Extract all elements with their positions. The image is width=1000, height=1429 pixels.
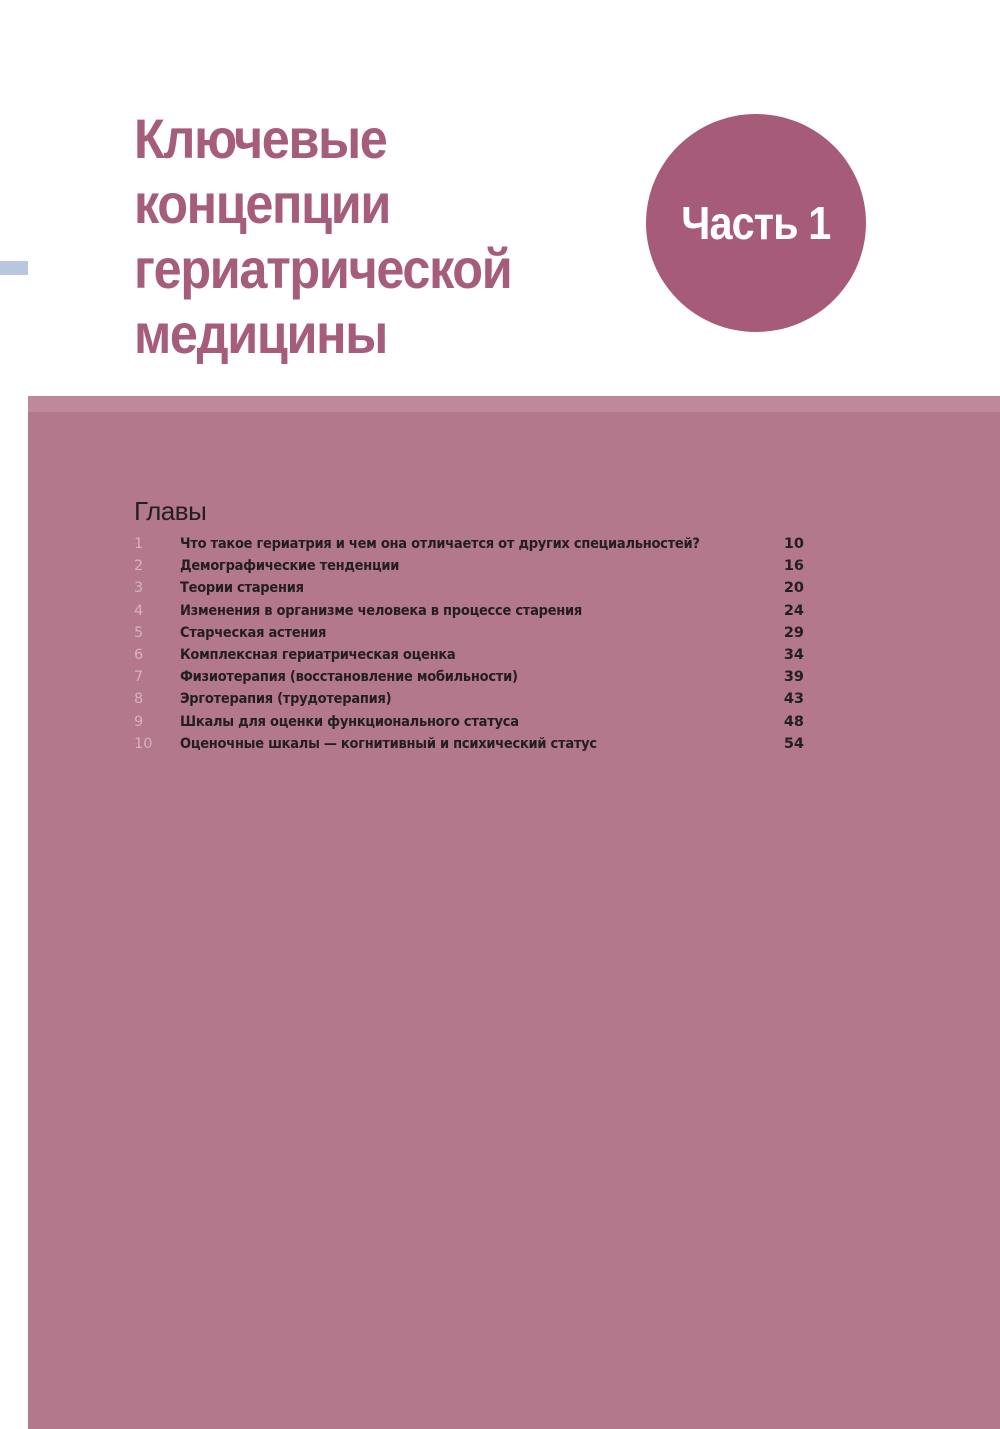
chapter-number: 1 — [134, 536, 144, 552]
table-of-contents — [134, 533, 804, 755]
panel-top-stripe — [28, 396, 1000, 412]
chapters-panel — [28, 396, 1000, 1429]
chapter-page-number: 10 — [783, 536, 804, 552]
chapter-page-number: 20 — [783, 580, 804, 597]
chapter-number: 3 — [134, 580, 144, 597]
chapter-number: 7 — [134, 669, 144, 686]
chapters-heading: Главы — [134, 496, 207, 526]
chapter-page-number: 54 — [783, 735, 804, 752]
chapter-title: Шкалы для оценки функционального статуса — [180, 713, 519, 730]
toc-entry[interactable] — [134, 600, 804, 622]
toc-entry[interactable] — [134, 644, 804, 666]
toc-entry[interactable] — [134, 688, 804, 710]
chapter-title: Эрготерапия (трудотерапия) — [180, 691, 392, 708]
chapter-number: 6 — [134, 646, 144, 663]
toc-entry[interactable] — [134, 577, 804, 599]
chapter-number: 5 — [134, 624, 144, 641]
chapter-title: Оценочные шкалы — когнитивный и психический статус — [180, 735, 597, 752]
page-edge-marker — [0, 261, 28, 275]
chapter-number: 8 — [134, 691, 144, 708]
chapter-page-number: 48 — [783, 713, 804, 730]
chapter-page-number: 43 — [783, 691, 804, 708]
part-title-line: Ключевые — [134, 107, 387, 170]
toc-entry[interactable] — [134, 711, 804, 733]
chapter-page-number: 29 — [783, 624, 804, 641]
chapter-page-number: 34 — [783, 646, 804, 663]
part-title-line: медицины — [134, 302, 387, 365]
chapter-number: 9 — [134, 713, 144, 730]
part-badge — [646, 114, 866, 332]
chapter-page-number: 24 — [783, 602, 804, 619]
chapter-title: Изменения в организме человека в процессе старения — [180, 602, 583, 619]
toc-entry[interactable] — [134, 533, 804, 555]
chapter-title: Старческая астения — [180, 624, 327, 641]
chapter-title: Демографические тенденции — [180, 558, 400, 575]
chapter-page-number: 16 — [783, 558, 804, 575]
chapter-number: 10 — [134, 735, 153, 752]
toc-entry[interactable] — [134, 666, 804, 688]
part-title-line: гериатрической — [134, 237, 512, 300]
chapter-title: Теории старения — [180, 580, 304, 597]
chapter-page-number: 39 — [783, 669, 804, 686]
chapter-title: Что такое гериатрия и чем она отличается от других специальностей? — [180, 536, 700, 552]
part-title-line: концепции — [134, 172, 391, 235]
part-number-label: Часть 1 — [681, 197, 831, 249]
chapter-title: Физиотерапия (восстановление мобильности) — [180, 669, 518, 686]
chapter-number: 4 — [134, 602, 144, 619]
toc-entry[interactable] — [134, 622, 804, 644]
chapter-number: 2 — [134, 558, 144, 575]
chapter-title: Комплексная гериатрическая оценка — [180, 646, 456, 663]
toc-entry[interactable] — [134, 733, 804, 755]
part-title — [134, 106, 511, 366]
toc-entry[interactable] — [134, 555, 804, 577]
